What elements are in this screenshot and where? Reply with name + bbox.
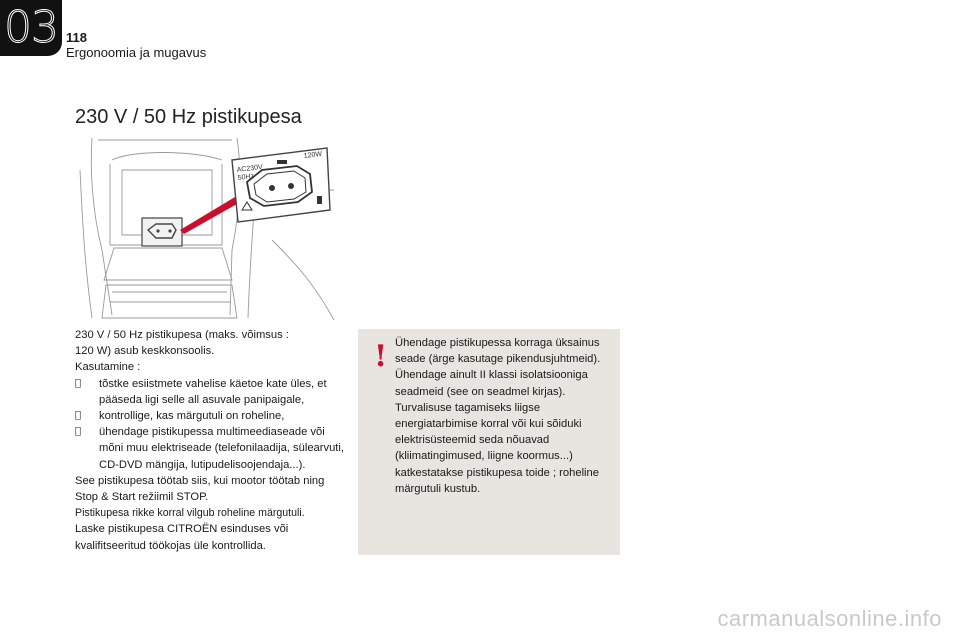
warning-box: [358, 329, 620, 555]
body-text: [75, 327, 345, 554]
chapter-tab: [0, 0, 62, 56]
list-item: tõstke esiistmete vahelise käetoe kate üles, et pääseda ligi selle all asuvale panipaigale,: [75, 376, 345, 408]
warning-text: Ühendage pistikupessa korraga üksainus seade (ärge kasutage pikendusjuhtmeid). Ühendage ainult II klassi isolatsiooniga seadmeid (see on seadmel kirjas). Turvalisuse tagamiseks liigse energiatarbimise korral või kui sõiduki elektrisüsteemid seda nõuavad (kliimatingimused, liigne koormus...) katkestatakse pistikupesa toide ; roheline märgutuli kustub.: [395, 337, 601, 495]
bullet-icon: [75, 376, 99, 408]
console-socket-icon: [142, 218, 182, 246]
zoomed-socket-panel: [232, 148, 330, 222]
chapter-number: 03: [4, 2, 58, 53]
usage-label: Kasutamine :: [75, 361, 141, 374]
intro-line: 120 W) asub keskkonsoolis.: [75, 345, 215, 358]
bullet-icon: [75, 424, 99, 473]
page-number: 118: [66, 30, 87, 45]
note-text: Pistikupesa rikke korral vilgub roheline märgutuli.: [75, 507, 305, 520]
intro-line: 230 V / 50 Hz pistikupesa (maks. võimsus :: [75, 329, 289, 341]
chapter-title: Ergonoomia ja mugavus: [66, 45, 207, 60]
socket-label-line2: 50Hz: [237, 173, 255, 182]
note-text: Laske pistikupesa CITROËN esinduses või kvalifitseeritud töökojas üle kontrollida.: [75, 523, 289, 552]
socket-label-line1: AC230V: [236, 163, 264, 174]
list-item: ühendage pistikupessa multimeediaseade või mõni muu elektriseade (telefonilaadija, sülearvuti, CD-DVD mängija, lutipudelisoojendaja...).: [75, 424, 345, 473]
watermark: carmanualsonline.info: [717, 606, 942, 631]
power-label: 120W: [303, 150, 323, 160]
list-item: kontrollige, kas märgutuli on roheline,: [75, 408, 345, 424]
exclamation-icon: !: [374, 339, 388, 374]
section-title: 230 V / 50 Hz pistikupesa: [75, 106, 302, 128]
bullet-icon: [75, 408, 99, 424]
note-text: See pistikupesa töötab siis, kui mootor töötab ning Stop & Start režiimil STOP.: [75, 474, 325, 504]
socket-illustration: [72, 130, 342, 322]
